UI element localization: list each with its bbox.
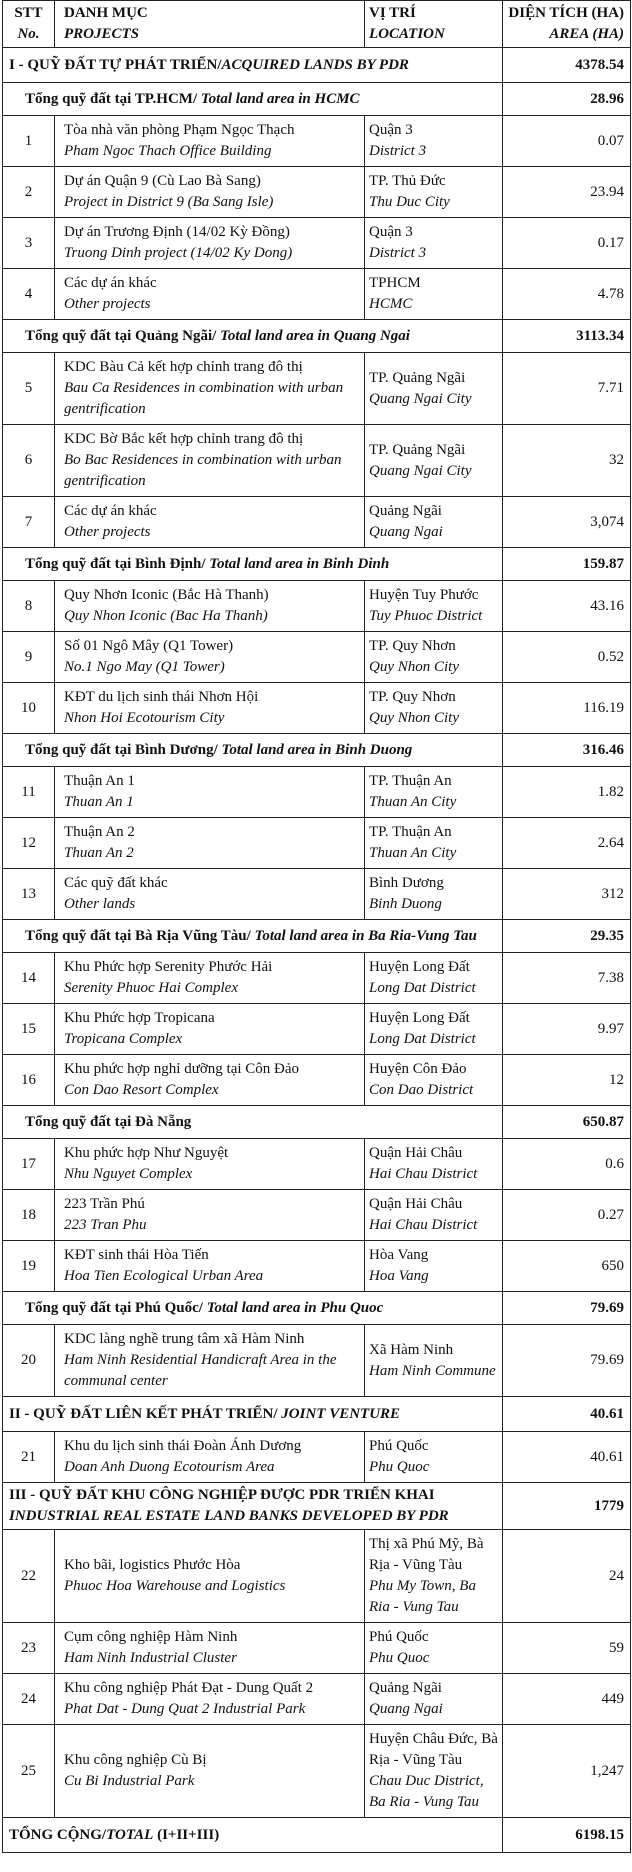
row-number: 19: [3, 1241, 55, 1292]
row-project: [55, 269, 365, 320]
row-number: 2: [3, 167, 55, 218]
project-name-vi: Các dự án khác: [64, 503, 157, 519]
location-en: Hai Chau District: [369, 1166, 478, 1182]
row-number: 14: [3, 953, 55, 1004]
location-vi: Huyện Côn Đảo: [369, 1061, 467, 1077]
row-area: 0.27: [503, 1190, 631, 1241]
project-name-en: Serenity Phuoc Hai Complex: [64, 980, 238, 996]
project-name-en: Nhon Hoi Ecotourism City: [64, 710, 225, 726]
row-area: 1,247: [503, 1725, 631, 1818]
row-area: 449: [503, 1674, 631, 1725]
section-title-vi: III - QUỸ ĐẤT KHU CÔNG NGHIỆP ĐƯỢC PDR TRIỂN KHAI: [9, 1487, 435, 1503]
table-row: [3, 269, 631, 320]
location-en: Phu My Town, Ba Ria - Vung Tau: [369, 1578, 476, 1615]
row-area: 43.16: [503, 581, 631, 632]
row-location: [365, 269, 503, 320]
row-location: [365, 1241, 503, 1292]
row-number: 23: [3, 1623, 55, 1674]
row-location: [365, 497, 503, 548]
project-name-en: Other projects: [64, 524, 151, 540]
location-vi: TP. Quảng Ngãi: [369, 441, 466, 458]
grand-total-label-suffix: (I+II+III): [153, 1826, 220, 1843]
project-name-en: Con Dao Resort Complex: [64, 1082, 219, 1098]
project-name-vi: KĐT sinh thái Hòa Tiến: [64, 1247, 209, 1263]
row-project: [55, 632, 365, 683]
section-title: [3, 1397, 503, 1432]
project-name-en: Other projects: [64, 296, 151, 312]
location-vi: Huyện Long Đất: [369, 1010, 470, 1026]
location-en: District 3: [369, 245, 427, 261]
row-location: [365, 1432, 503, 1483]
row-location: [365, 1530, 503, 1623]
group-title: [3, 920, 503, 953]
section-title-vi: I - QUỸ ĐẤT TỰ PHÁT TRIỂN/: [9, 56, 222, 73]
header-stt: [3, 1, 55, 48]
row-area: 7.71: [503, 353, 631, 425]
row-location: [365, 632, 503, 683]
row-location: [365, 425, 503, 497]
row-area: 2.64: [503, 818, 631, 869]
row-area: 1.82: [503, 767, 631, 818]
row-location: [365, 767, 503, 818]
row-area: 9.97: [503, 1004, 631, 1055]
row-location: [365, 353, 503, 425]
location-en: Con Dao District: [369, 1082, 474, 1098]
row-project: [55, 1241, 365, 1292]
project-name-vi: Các dự án khác: [64, 275, 157, 291]
table-row: [3, 1004, 631, 1055]
location-en: Quy Nhon City: [369, 659, 459, 675]
location-en: Long Dat District: [369, 1031, 476, 1047]
row-project: [55, 953, 365, 1004]
location-vi: Quận 3: [369, 224, 413, 240]
row-area: 0.6: [503, 1139, 631, 1190]
row-project: [55, 581, 365, 632]
table-row: [3, 1055, 631, 1106]
location-vi: TP. Thuận An: [369, 824, 452, 840]
location-vi: TP. Thuận An: [369, 773, 452, 789]
group-title-en: Total land area in Phu Quoc: [206, 1299, 384, 1316]
location-en: Quang Ngai City: [369, 462, 472, 479]
row-number: 20: [3, 1325, 55, 1397]
table-row: [3, 953, 631, 1004]
group-total: 650.87: [503, 1106, 631, 1139]
row-project: [55, 1432, 365, 1483]
header-location-en: LOCATION: [369, 26, 445, 42]
location-vi: Bình Dương: [369, 875, 444, 891]
group-title: [3, 548, 503, 581]
table-header-row: [3, 1, 631, 48]
project-name-vi: Các quỹ đất khác: [64, 875, 168, 891]
location-vi: TP. Quy Nhơn: [369, 689, 456, 705]
table-row: [3, 767, 631, 818]
project-name-vi: 223 Trần Phú: [64, 1196, 145, 1212]
row-number: 12: [3, 818, 55, 869]
group-title-vi: Tổng quỹ đất tại Bà Rịa Vũng Tàu/: [25, 927, 255, 944]
group-title-en: Total land area in Ba Ria-Vung Tau: [254, 927, 477, 944]
section-title-en: INDUSTRIAL REAL ESTATE LAND BANKS DEVELOPED BY PDR: [9, 1508, 449, 1524]
row-area: 40.61: [503, 1432, 631, 1483]
table-row: [3, 581, 631, 632]
row-area: 59: [503, 1623, 631, 1674]
group-title-vi: Tổng quỹ đất tại Đà Nẵng: [25, 1113, 192, 1130]
row-location: [365, 869, 503, 920]
group-title-vi: Tổng quỹ đất tại TP.HCM/: [25, 90, 201, 107]
row-location: [365, 1055, 503, 1106]
project-name-vi: Quy Nhơn Iconic (Bắc Hà Thanh): [64, 587, 269, 603]
row-project: [55, 818, 365, 869]
location-en: Quy Nhon City: [369, 710, 459, 726]
location-vi: Quảng Ngãi: [369, 503, 442, 519]
row-project: [55, 167, 365, 218]
section-total: 4378.54: [503, 48, 631, 83]
project-name-vi: Dự án Quận 9 (Cù Lao Bà Sang): [64, 173, 261, 189]
project-name-en: Cu Bi Industrial Park: [64, 1773, 195, 1789]
project-name-en: Bo Bac Residences in combination with urban gentrification: [64, 452, 342, 489]
table-row: [3, 1325, 631, 1397]
section-title: [3, 48, 503, 83]
row-project: [55, 1623, 365, 1674]
table-row: [3, 1674, 631, 1725]
project-name-en: 223 Tran Phu: [64, 1217, 147, 1233]
group-title: [3, 320, 503, 353]
header-location: [365, 1, 503, 48]
row-number: 21: [3, 1432, 55, 1483]
group-total: 159.87: [503, 548, 631, 581]
row-location: [365, 953, 503, 1004]
row-area: 312: [503, 869, 631, 920]
row-area: 116.19: [503, 683, 631, 734]
row-project: [55, 218, 365, 269]
group-title: [3, 1292, 503, 1325]
row-project: [55, 1139, 365, 1190]
project-name-vi: Tòa nhà văn phòng Phạm Ngọc Thạch: [64, 122, 295, 138]
table-row: [3, 218, 631, 269]
project-name-en: Truong Dinh project (14/02 Ky Dong): [64, 245, 293, 261]
group-title-en: Total land area in Binh Duong: [221, 741, 413, 758]
row-area: 23.94: [503, 167, 631, 218]
location-en: Thuan An City: [369, 794, 457, 810]
project-name-vi: KDC làng nghề trung tâm xã Hàm Ninh: [64, 1331, 305, 1347]
row-number: 3: [3, 218, 55, 269]
project-name-vi: Thuận An 1: [64, 773, 135, 789]
group-title-en: Total land area in HCMC: [200, 90, 360, 107]
row-area: 79.69: [503, 1325, 631, 1397]
row-location: [365, 218, 503, 269]
group-subtotal-row: [3, 734, 631, 767]
project-name-en: Ham Ninh Industrial Cluster: [64, 1650, 237, 1666]
row-location: [365, 683, 503, 734]
header-projects-vi: DANH MỤC: [64, 5, 148, 21]
location-en: Quang Ngai: [369, 1701, 443, 1717]
location-vi: Xã Hàm Ninh: [369, 1341, 454, 1358]
section-title-en: ACQUIRED LANDS BY PDR: [221, 56, 409, 73]
group-title-vi: Tổng quỹ đất tại Bình Dương/: [25, 741, 222, 758]
table-row: [3, 1190, 631, 1241]
table-row: [3, 1241, 631, 1292]
location-vi: Phú Quốc: [369, 1629, 429, 1645]
row-number: 25: [3, 1725, 55, 1818]
location-en: Phu Quoc: [369, 1459, 430, 1475]
group-total: 28.96: [503, 83, 631, 116]
row-location: [365, 1190, 503, 1241]
group-subtotal-row: [3, 1106, 631, 1139]
row-location: [365, 1004, 503, 1055]
project-name-en: Thuan An 2: [64, 845, 134, 861]
grand-total-label-en: TOTAL: [106, 1826, 154, 1843]
project-name-en: No.1 Ngo May (Q1 Tower): [64, 659, 225, 675]
grand-total-label-vi: TỔNG CỘNG/: [9, 1826, 107, 1843]
row-number: 4: [3, 269, 55, 320]
row-project: [55, 497, 365, 548]
location-en: Phu Quoc: [369, 1650, 430, 1666]
project-name-vi: Khu phức hợp nghỉ dưỡng tại Côn Đảo: [64, 1061, 300, 1077]
project-name-en: Pham Ngoc Thach Office Building: [64, 143, 272, 159]
header-projects-en: PROJECTS: [64, 26, 140, 42]
project-name-vi: KDC Bàu Cả kết hợp chỉnh trang đô thị: [64, 359, 303, 375]
table-row: [3, 1139, 631, 1190]
project-name-vi: Khu công nghiệp Cù Bị: [64, 1752, 207, 1768]
section-title-en: JOINT VENTURE: [281, 1405, 401, 1422]
row-location: [365, 818, 503, 869]
header-location-vi: VỊ TRÍ: [369, 5, 416, 21]
land-bank-sheet: [2, 0, 630, 1853]
group-subtotal-row: [3, 83, 631, 116]
row-area: 12: [503, 1055, 631, 1106]
location-vi: Huyện Châu Đức, Bà Rịa - Vũng Tàu: [369, 1731, 498, 1768]
row-number: 13: [3, 869, 55, 920]
location-en: Tuy Phuoc District: [369, 608, 483, 624]
project-name-en: Doan Anh Duong Ecotourism Area: [64, 1459, 275, 1475]
row-area: 32: [503, 425, 631, 497]
location-vi: Quận Hải Châu: [369, 1145, 463, 1161]
table-row: [3, 167, 631, 218]
group-title: [3, 83, 503, 116]
group-total: 3113.34: [503, 320, 631, 353]
row-project: [55, 353, 365, 425]
table-row: [3, 1432, 631, 1483]
table-body: [3, 1, 631, 1853]
row-area: 0.52: [503, 632, 631, 683]
table-row: [3, 116, 631, 167]
row-project: [55, 1190, 365, 1241]
project-name-vi: Kho bãi, logistics Phước Hòa: [64, 1557, 241, 1573]
project-name-en: Bau Ca Residences in combination with urban gentrification: [64, 380, 344, 417]
location-vi: TP. Quảng Ngãi: [369, 369, 466, 386]
row-area: 650: [503, 1241, 631, 1292]
row-area: 0.17: [503, 218, 631, 269]
table-row: [3, 869, 631, 920]
row-area: 4.78: [503, 269, 631, 320]
row-number: 15: [3, 1004, 55, 1055]
location-vi: TP. Thủ Đức: [369, 173, 446, 189]
row-project: [55, 1004, 365, 1055]
location-vi: Quận 3: [369, 122, 413, 138]
project-name-en: Thuan An 1: [64, 794, 134, 810]
row-number: 6: [3, 425, 55, 497]
project-name-en: Quy Nhon Iconic (Bac Ha Thanh): [64, 608, 268, 624]
table-row: [3, 632, 631, 683]
location-en: Hoa Vang: [369, 1268, 429, 1284]
row-project: [55, 1325, 365, 1397]
project-name-vi: Cụm công nghiệp Hàm Ninh: [64, 1629, 238, 1645]
section-total: 1779: [503, 1483, 631, 1530]
location-en: Hai Chau District: [369, 1217, 478, 1233]
section-total: 40.61: [503, 1397, 631, 1432]
row-location: [365, 167, 503, 218]
location-vi: Quận Hải Châu: [369, 1196, 463, 1212]
group-subtotal-row: [3, 920, 631, 953]
group-title-vi: Tổng quỹ đất tại Phú Quốc/: [25, 1299, 207, 1316]
row-number: 18: [3, 1190, 55, 1241]
row-number: 16: [3, 1055, 55, 1106]
location-vi: Thị xã Phú Mỹ, Bà Rịa - Vũng Tàu: [369, 1536, 484, 1573]
table-row: [3, 425, 631, 497]
group-title-en: Total land area in Quang Ngai: [220, 327, 410, 344]
project-name-en: Other lands: [64, 896, 136, 912]
project-name-vi: Thuận An 2: [64, 824, 135, 840]
row-number: 24: [3, 1674, 55, 1725]
project-name-vi: KDC Bờ Bắc kết hợp chỉnh trang đô thị: [64, 431, 304, 447]
row-project: [55, 1674, 365, 1725]
location-en: Long Dat District: [369, 980, 476, 996]
row-number: 9: [3, 632, 55, 683]
group-title: [3, 734, 503, 767]
group-subtotal-row: [3, 548, 631, 581]
group-subtotal-row: [3, 320, 631, 353]
location-en: Chau Duc District, Ba Ria - Vung Tau: [369, 1773, 484, 1810]
project-name-en: Nhu Nguyet Complex: [64, 1166, 193, 1182]
table-row: [3, 1530, 631, 1623]
project-name-en: Hoa Tien Ecological Urban Area: [64, 1268, 264, 1284]
project-name-en: Phat Dat - Dung Quat 2 Industrial Park: [64, 1701, 306, 1717]
row-number: 11: [3, 767, 55, 818]
location-vi: Hòa Vang: [369, 1247, 429, 1263]
section-row: [3, 1483, 631, 1530]
table-row: [3, 1623, 631, 1674]
table-row: [3, 497, 631, 548]
project-name-vi: Khu phức hợp Như Nguyệt: [64, 1145, 229, 1161]
row-number: 8: [3, 581, 55, 632]
row-location: [365, 1325, 503, 1397]
location-en: Thuan An City: [369, 845, 457, 861]
row-location: [365, 1674, 503, 1725]
row-number: 1: [3, 116, 55, 167]
group-title-vi: Tổng quỹ đất tại Quảng Ngãi/: [25, 327, 221, 344]
header-area-en: AREA (HA): [549, 26, 624, 42]
header-stt-en: No.: [17, 26, 40, 42]
row-area: 3,074: [503, 497, 631, 548]
row-project: [55, 1055, 365, 1106]
project-name-vi: Khu du lịch sinh thái Đoàn Ánh Dương: [64, 1438, 302, 1454]
row-number: 22: [3, 1530, 55, 1623]
group-title-en: Total land area in Binh Dinh: [209, 555, 390, 572]
header-area-vi: DIỆN TÍCH (HA): [508, 5, 624, 21]
row-location: [365, 116, 503, 167]
table-row: [3, 818, 631, 869]
group-title: [3, 1106, 503, 1139]
group-total: 316.46: [503, 734, 631, 767]
row-area: 0.07: [503, 116, 631, 167]
row-number: 17: [3, 1139, 55, 1190]
grand-total-value: 6198.15: [503, 1818, 631, 1853]
row-location: [365, 1725, 503, 1818]
location-en: Quang Ngai: [369, 524, 443, 540]
row-location: [365, 1623, 503, 1674]
row-number: 10: [3, 683, 55, 734]
grand-total-label: [3, 1818, 503, 1853]
project-name-vi: KĐT du lịch sinh thái Nhơn Hội: [64, 689, 259, 705]
header-area: [503, 1, 631, 48]
location-vi: Huyện Long Đất: [369, 959, 470, 975]
project-name-vi: Số 01 Ngô Mây (Q1 Tower): [64, 638, 234, 654]
group-total: 79.69: [503, 1292, 631, 1325]
header-projects: [55, 1, 365, 48]
project-name-en: Phuoc Hoa Warehouse and Logistics: [64, 1578, 286, 1594]
project-name-vi: Khu Phức hợp Serenity Phước Hải: [64, 959, 273, 975]
section-row: [3, 48, 631, 83]
row-project: [55, 116, 365, 167]
row-project: [55, 1530, 365, 1623]
project-name-en: Ham Ninh Residential Handicraft Area in the communal center: [64, 1352, 337, 1389]
section-title-vi: II - QUỸ ĐẤT LIÊN KẾT PHÁT TRIỂN/: [9, 1405, 282, 1422]
group-title-vi: Tổng quỹ đất tại Bình Định/: [25, 555, 210, 572]
project-name-en: Project in District 9 (Ba Sang Isle): [64, 194, 274, 210]
row-location: [365, 581, 503, 632]
table-row: [3, 683, 631, 734]
location-en: Thu Duc City: [369, 194, 450, 210]
table-row: [3, 353, 631, 425]
location-vi: TPHCM: [369, 275, 421, 291]
project-name-vi: Khu Phức hợp Tropicana: [64, 1010, 215, 1026]
row-project: [55, 1725, 365, 1818]
location-vi: Phú Quốc: [369, 1438, 429, 1454]
row-project: [55, 425, 365, 497]
location-vi: Quảng Ngãi: [369, 1680, 442, 1696]
location-en: HCMC: [369, 296, 413, 312]
row-area: 7.38: [503, 953, 631, 1004]
section-row: [3, 1397, 631, 1432]
section-title: [3, 1483, 503, 1530]
row-number: 5: [3, 353, 55, 425]
location-en: Quang Ngai City: [369, 390, 472, 407]
table-row: [3, 1725, 631, 1818]
row-project: [55, 869, 365, 920]
land-bank-table: [2, 0, 631, 1853]
project-name-en: Tropicana Complex: [64, 1031, 183, 1047]
location-en: Binh Duong: [369, 896, 442, 912]
location-vi: Huyện Tuy Phước: [369, 587, 479, 603]
header-stt-vi: STT: [14, 5, 43, 21]
row-project: [55, 683, 365, 734]
location-en: Ham Ninh Commune: [369, 1362, 496, 1379]
project-name-vi: Dự án Trương Định (14/02 Kỳ Đồng): [64, 224, 290, 240]
row-project: [55, 767, 365, 818]
row-number: 7: [3, 497, 55, 548]
group-total: 29.35: [503, 920, 631, 953]
location-vi: TP. Quy Nhơn: [369, 638, 456, 654]
row-location: [365, 1139, 503, 1190]
group-subtotal-row: [3, 1292, 631, 1325]
location-en: District 3: [369, 143, 427, 159]
row-area: 24: [503, 1530, 631, 1623]
project-name-vi: Khu công nghiệp Phát Đạt - Dung Quất 2: [64, 1680, 314, 1696]
grand-total-row: [3, 1818, 631, 1853]
